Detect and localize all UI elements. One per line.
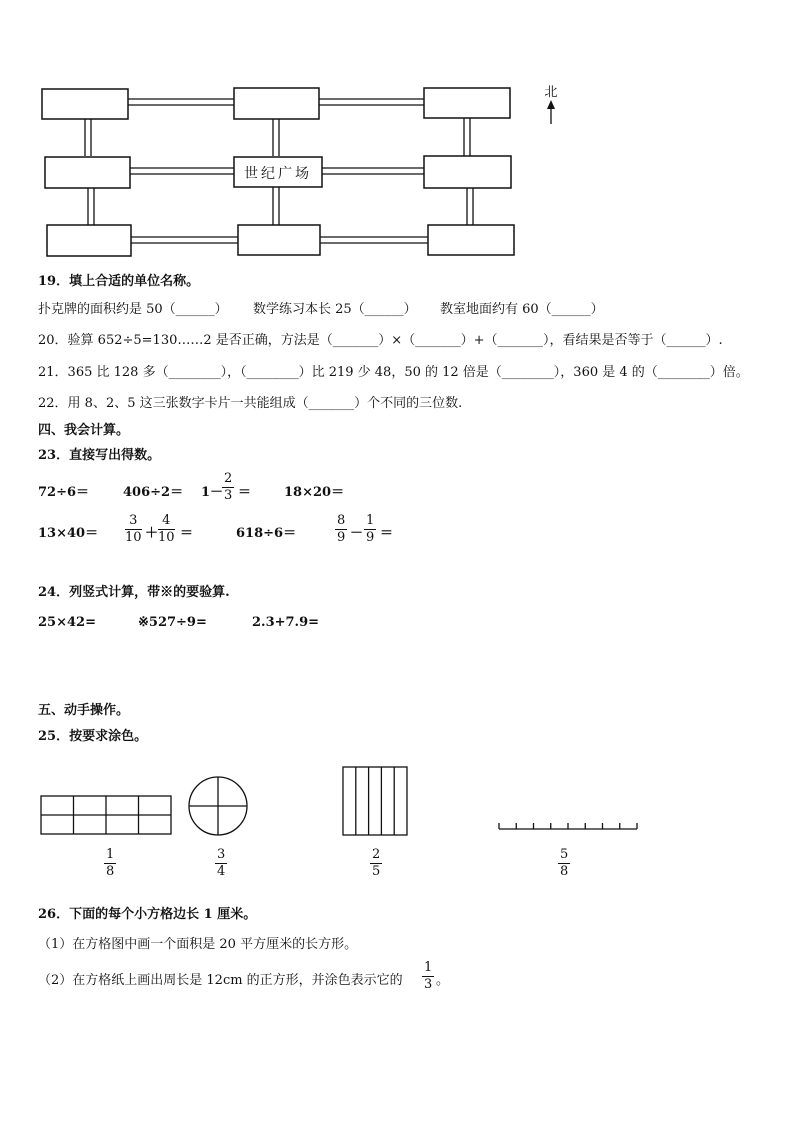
q23-expr-3-suffix: ＝ [238, 485, 252, 500]
section-4-title: 四、我会计算。 [38, 423, 130, 438]
q25-fraction-4: 5 8 [560, 847, 569, 879]
q23-expr-6-fraction-2: 4 10 [158, 513, 175, 545]
map-block [424, 156, 511, 188]
map-diagram [40, 82, 580, 262]
q23-expr-3-prefix: 1－ [201, 485, 224, 500]
segment-8-parts [499, 823, 637, 829]
q24-expr-3: 2.3+7.9= [252, 615, 320, 630]
q23-expr-6-fraction-1: 3 10 [125, 513, 142, 545]
q22-text: 22．用 8、2、5 这三张数字卡片一共能组成（_______）个不同的三位数. [38, 396, 463, 411]
map-block [42, 89, 128, 119]
q24-expr-1: 25×42= [38, 615, 96, 630]
q23-expr-8-fraction-2: 1 9 [366, 513, 375, 545]
map-center-label: 世纪广场 [244, 166, 312, 182]
q23-title: 23．直接写出得数。 [38, 448, 161, 463]
q24-expr-2: ※527÷9= [138, 615, 207, 630]
map-block [424, 88, 510, 118]
map-block [234, 88, 319, 119]
q21-text: 21．365 比 128 多（________），（________）比 219 少 48，50 的 12 倍是（________），360 是 4 的（________）倍。 [38, 365, 749, 380]
q23-expr-8-fraction-1: 8 9 [337, 513, 346, 545]
q19-item-1: 扑克牌的面积约是 50（______） [38, 302, 228, 317]
q23-expr-6-suffix: ＝ [180, 526, 194, 541]
q25-shapes [38, 762, 648, 842]
q19-item-3: 教室地面约有 60（______） [440, 302, 604, 317]
map-block [428, 225, 514, 255]
map-block [45, 157, 130, 188]
q26-title: 26．下面的每个小方格边长 1 厘米。 [38, 907, 257, 922]
fraction-numerator: 2 [224, 471, 233, 486]
q23-expr-8-op: － [350, 526, 364, 541]
map-block [47, 225, 131, 256]
north-arrow-icon [547, 100, 555, 124]
q19-title: 19．填上合适的单位名称。 [38, 274, 200, 289]
q23-expr-4: 18×20＝ [284, 485, 345, 500]
map-block [238, 225, 320, 255]
q23-expr-2: 406÷2＝ [123, 485, 184, 500]
rectangle-5-parts [343, 767, 407, 835]
q25-fraction-1: 1 8 [106, 847, 115, 879]
q23-expr-8-suffix: ＝ [380, 526, 394, 541]
north-label: 北 [544, 85, 558, 100]
rectangle-8-parts [41, 796, 171, 834]
q25-fraction-2: 3 4 [217, 847, 226, 879]
q19-item-2: 数学练习本长 25（______） [253, 302, 417, 317]
q25-fraction-3: 2 5 [372, 847, 381, 879]
q25-title: 25．按要求涂色。 [38, 729, 148, 744]
q23-expr-6-op: ＋ [145, 526, 159, 541]
q26-part-1: （1）在方格图中画一个面积是 20 平方厘米的长方形。 [38, 937, 358, 952]
q20-text: 20．验算 652÷5=130……2 是否正确，方法是（_______）×（_______）+（_______），看结果是否等于（______）. [38, 333, 723, 348]
q26-part-2-prefix: （2）在方格纸上画出周长是 12cm 的正方形，并涂色表示它的 [38, 973, 403, 988]
q24-title: 24．列竖式计算，带※的要验算. [38, 585, 230, 600]
section-5-title: 五、动手操作。 [38, 703, 130, 718]
q26-part-2-fraction: 1 3 [424, 960, 433, 992]
fraction-denominator: 3 [224, 488, 233, 503]
q23-expr-5: 13×40＝ [38, 526, 99, 541]
circle-4-parts [189, 777, 247, 835]
q26-part-2-suffix: 。 [436, 973, 450, 988]
q23-expr-3-fraction [222, 472, 234, 503]
q23-expr-1: 72÷6＝ [38, 485, 90, 500]
q23-expr-7: 618÷6＝ [236, 526, 297, 541]
